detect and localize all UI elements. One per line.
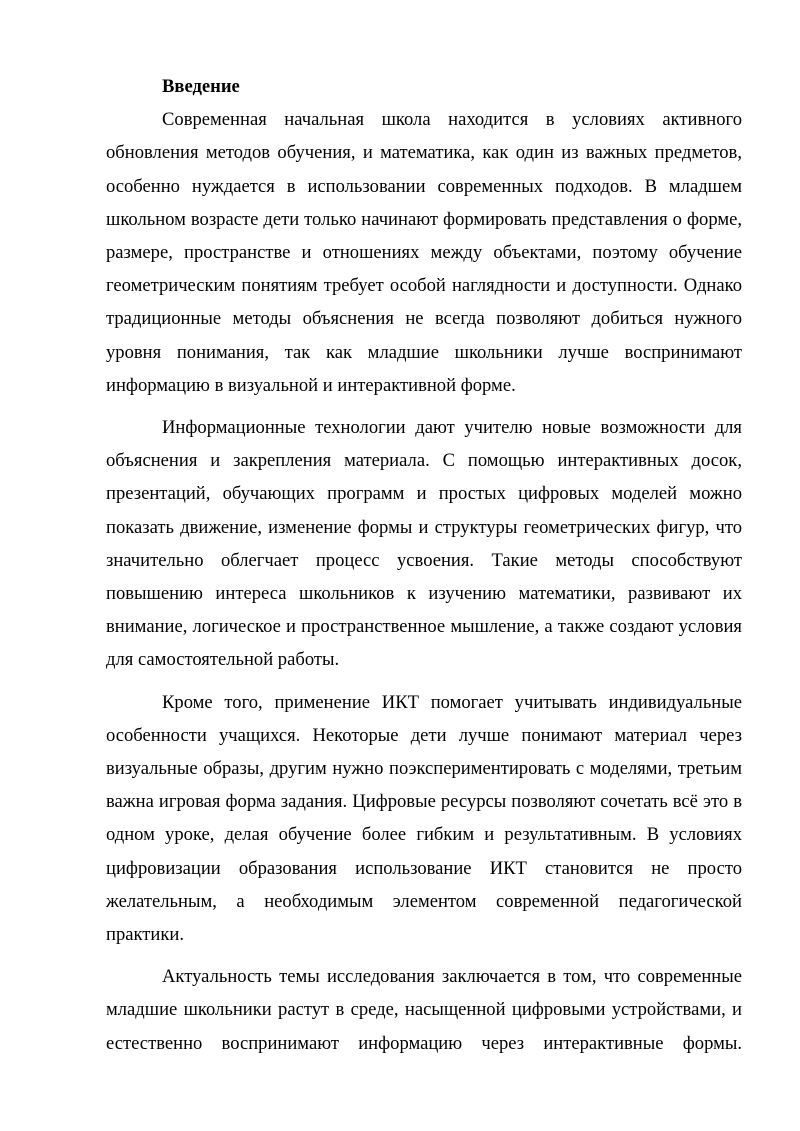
paragraph-4: Актуальность темы исследования заключается в том, что современные младшие школьники растут в среде, насыщенной цифровыми устройствами, и естественно воспринимают информацию через интерактивные формы. bbox=[106, 966, 742, 1054]
paragraph-2: Информационные технологии дают учителю новые возможности для объяснения и закрепления материала. С помощью интерактивных досок, презентаций, обучающих программ и простых цифровых моделей можно показать движение, изменение формы и структуры геометрических фигур, что значительно облегчает процесс усвоения. Такие методы способствуют повышению интереса школьников к изучению математики, развивают их внимание, логическое и пространственное мышление, а также создают условия для самостоятельной работы. bbox=[106, 417, 742, 671]
paragraph-1: Современная начальная школа находится в условиях активного обновления методов обучения, и математика, как один из важных предметов, особенно нуждается в использовании современных подходов. В младшем школьном возрасте дети только начинают формировать представления о форме, размере, пространстве и отношениях между объектами, поэтому обучение геометрическим понятиям требует особой наглядности и доступности. Однако традиционные методы объяснения не всегда позволяют добиться нужного уровня понимания, так как младшие школьники лучше воспринимают информацию в визуальной и интерактивной форме. bbox=[106, 109, 742, 396]
paragraph-3: Кроме того, применение ИКТ помогает учитывать индивидуальные особенности учащихся. Некоторые дети лучше понимают материал через визуальные образы, другим нужно поэкспериментировать с моделями, третьим важна игровая форма задания. Цифровые ресурсы позволяют сочетать всё это в одном уроке, делая обучение более гибким и результативным. В условиях цифровизации образования использование ИКТ становится не просто желательным, а необходимым элементом современной педагогической практики. bbox=[106, 691, 742, 946]
document-body bbox=[106, 70, 742, 1060]
section-heading: Введение bbox=[162, 76, 240, 97]
